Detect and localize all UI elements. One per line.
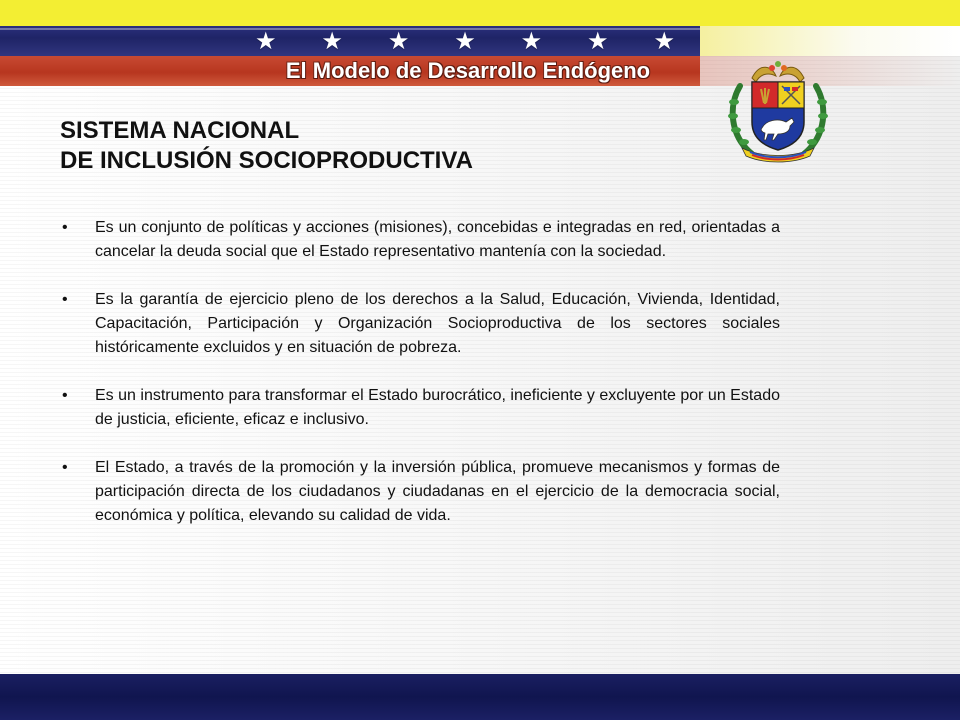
bullet-marker: • <box>62 387 68 404</box>
star-icon: ★ <box>653 27 675 55</box>
bullet-list <box>62 216 780 552</box>
star-row <box>255 27 675 55</box>
coat-of-arms-icon <box>722 56 834 164</box>
page-title-line1: SISTEMA NACIONAL <box>60 117 300 144</box>
header-title: El Modelo de Desarrollo Endógeno <box>285 58 651 83</box>
bullet-marker: • <box>62 291 68 308</box>
star-icon: ★ <box>255 27 277 55</box>
bullet-text: Es la garantía de ejercicio pleno de los derechos a la Salud, Educación, Vivienda, Identidad, Capacitación, Participación y Organización Socioproductiva de los sectores sociales históricamente excluidos y en situación de pobreza. <box>95 291 780 356</box>
flag-band-yellow <box>0 0 960 26</box>
star-icon: ★ <box>520 27 543 55</box>
star-icon: ★ <box>587 27 609 55</box>
page-title-line2: DE INCLUSIÓN SOCIOPRODUCTIVA <box>60 147 473 174</box>
list-item <box>62 216 780 264</box>
star-icon: ★ <box>454 27 476 55</box>
flag-band-yellow-fade <box>700 26 960 56</box>
bullet-marker: • <box>62 219 68 236</box>
star-icon: ★ <box>387 27 410 55</box>
page-title <box>60 116 700 176</box>
bullet-text: Es un instrumento para transformar el Estado burocrático, ineficiente y excluyente por un Estado de justicia, eficiente, eficaz e inclusivo. <box>95 387 780 428</box>
footer-band <box>0 674 960 720</box>
list-item <box>62 456 780 528</box>
bullet-text: El Estado, a través de la promoción y la inversión pública, promueve mecanismos y formas de participación directa de los ciudadanos y ciudadanas en el ejercicio de la democracia social, económica y política, elevando su calidad de vida. <box>95 459 780 524</box>
list-item <box>62 384 780 432</box>
bullet-marker: • <box>62 459 68 476</box>
bullet-text: Es un conjunto de políticas y acciones (misiones), concebidas e integradas en red, orientadas a cancelar la deuda social que el Estado representativo mantenía con la sociedad. <box>95 219 780 260</box>
list-item <box>62 288 780 360</box>
star-icon: ★ <box>321 27 343 55</box>
